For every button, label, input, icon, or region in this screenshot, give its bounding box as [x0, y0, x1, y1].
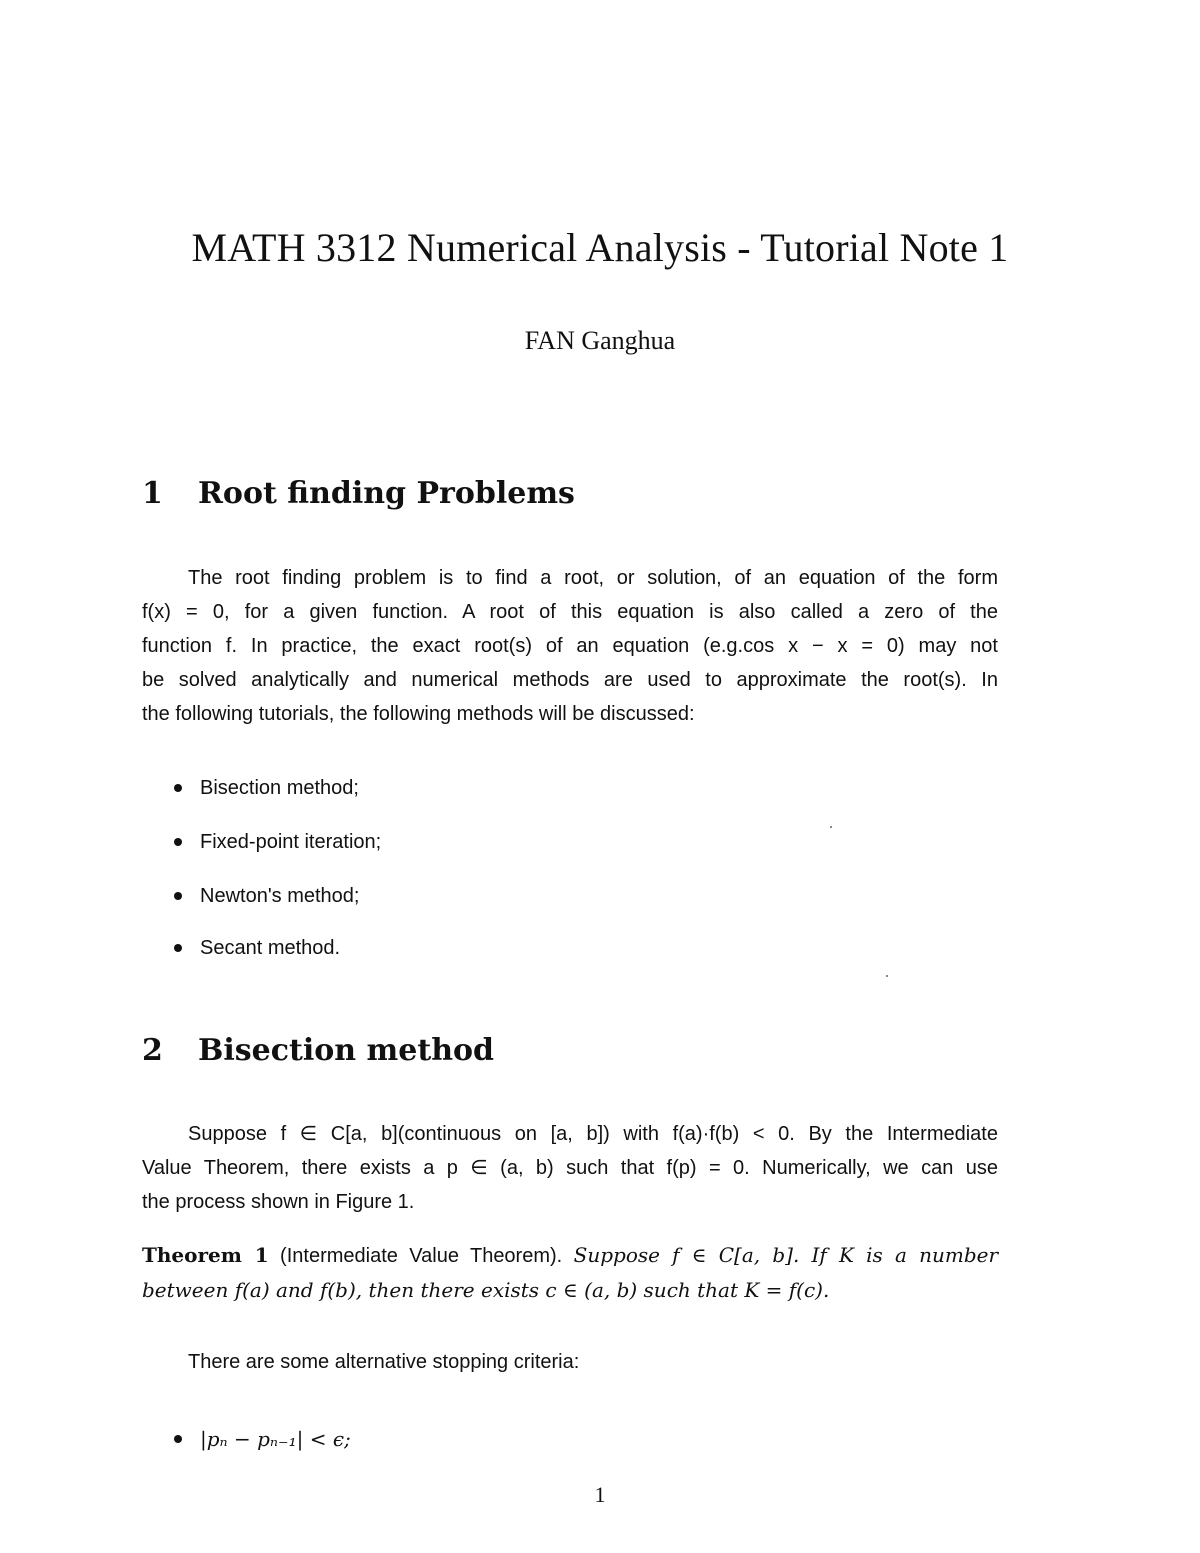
theorem-name: (Intermediate Value Theorem). — [280, 1245, 563, 1267]
paragraph-line: be solved analytically and numerical methods are used to approximate the root(s). In — [142, 669, 998, 691]
section-1-title: Root finding Problems — [198, 476, 575, 511]
section-2-heading — [142, 1033, 494, 1068]
theorem-statement: Suppose f ∈ C[a, b]. If K is a number — [573, 1243, 999, 1267]
list-item — [142, 771, 381, 805]
document-title: MATH 3312 Numerical Analysis - Tutorial Note 1 — [191, 225, 1009, 270]
section-1-number: 1 — [142, 476, 163, 511]
page-number: 1 — [594, 1482, 606, 1507]
section-2-paragraph — [142, 1117, 998, 1219]
paragraph-line: The root finding problem is to find a root, or solution, of an equation of the form — [188, 567, 998, 589]
methods-list — [142, 771, 381, 965]
bullet-icon — [174, 784, 182, 792]
scan-speck — [830, 826, 832, 828]
list-item — [142, 879, 381, 913]
theorem-label: Theorem 1 — [142, 1243, 269, 1267]
bullet-icon — [174, 838, 182, 846]
theorem-line: between f(a) and f(b), then there exists c ∈ (a, b) such that K = f(c). — [142, 1278, 830, 1302]
list-item-text: Secant method. — [200, 937, 341, 959]
theorem-block — [142, 1238, 998, 1307]
section-2-title: Bisection method — [198, 1033, 495, 1068]
paragraph-line: Value Theorem, there exists a p ∈ (a, b) such that f(p) = 0. Numerically, we can use — [142, 1157, 998, 1179]
document-author: FAN Ganghua — [524, 326, 676, 355]
list-item — [142, 825, 381, 859]
section-1-heading — [142, 476, 575, 511]
paragraph-line: f(x) = 0, for a given function. A root of this equation is also called a zero of the — [142, 601, 998, 623]
paragraph-line: function f. In practice, the exact root(s) of an equation (e.g.cos x − x = 0) may not — [142, 635, 998, 657]
section-1-paragraph — [142, 561, 998, 731]
scan-speck — [886, 975, 888, 977]
paragraph-line: Suppose f ∈ C[a, b](continuous on [a, b]) with f(a)·f(b) < 0. By the Intermediate — [188, 1123, 998, 1145]
criteria-list — [142, 1422, 351, 1456]
paragraph-line: the following tutorials, the following methods will be discussed: — [142, 703, 695, 725]
bullet-icon — [174, 1435, 182, 1443]
list-item-text: Bisection method; — [200, 777, 359, 799]
bullet-icon — [174, 892, 182, 900]
criteria-intro — [142, 1345, 998, 1379]
list-item-text: |pₙ − pₙ₋₁| < ϵ; — [200, 1427, 351, 1451]
theorem-line — [142, 1238, 998, 1273]
list-item — [142, 931, 381, 965]
list-item-text: Newton's method; — [200, 885, 360, 907]
bullet-icon — [174, 944, 182, 952]
list-item — [142, 1422, 351, 1456]
list-item-text: Fixed-point iteration; — [200, 831, 382, 853]
paragraph-line: There are some alternative stopping criteria: — [188, 1351, 580, 1373]
section-2-number: 2 — [142, 1033, 163, 1068]
paragraph-line: the process shown in Figure 1. — [142, 1191, 415, 1213]
